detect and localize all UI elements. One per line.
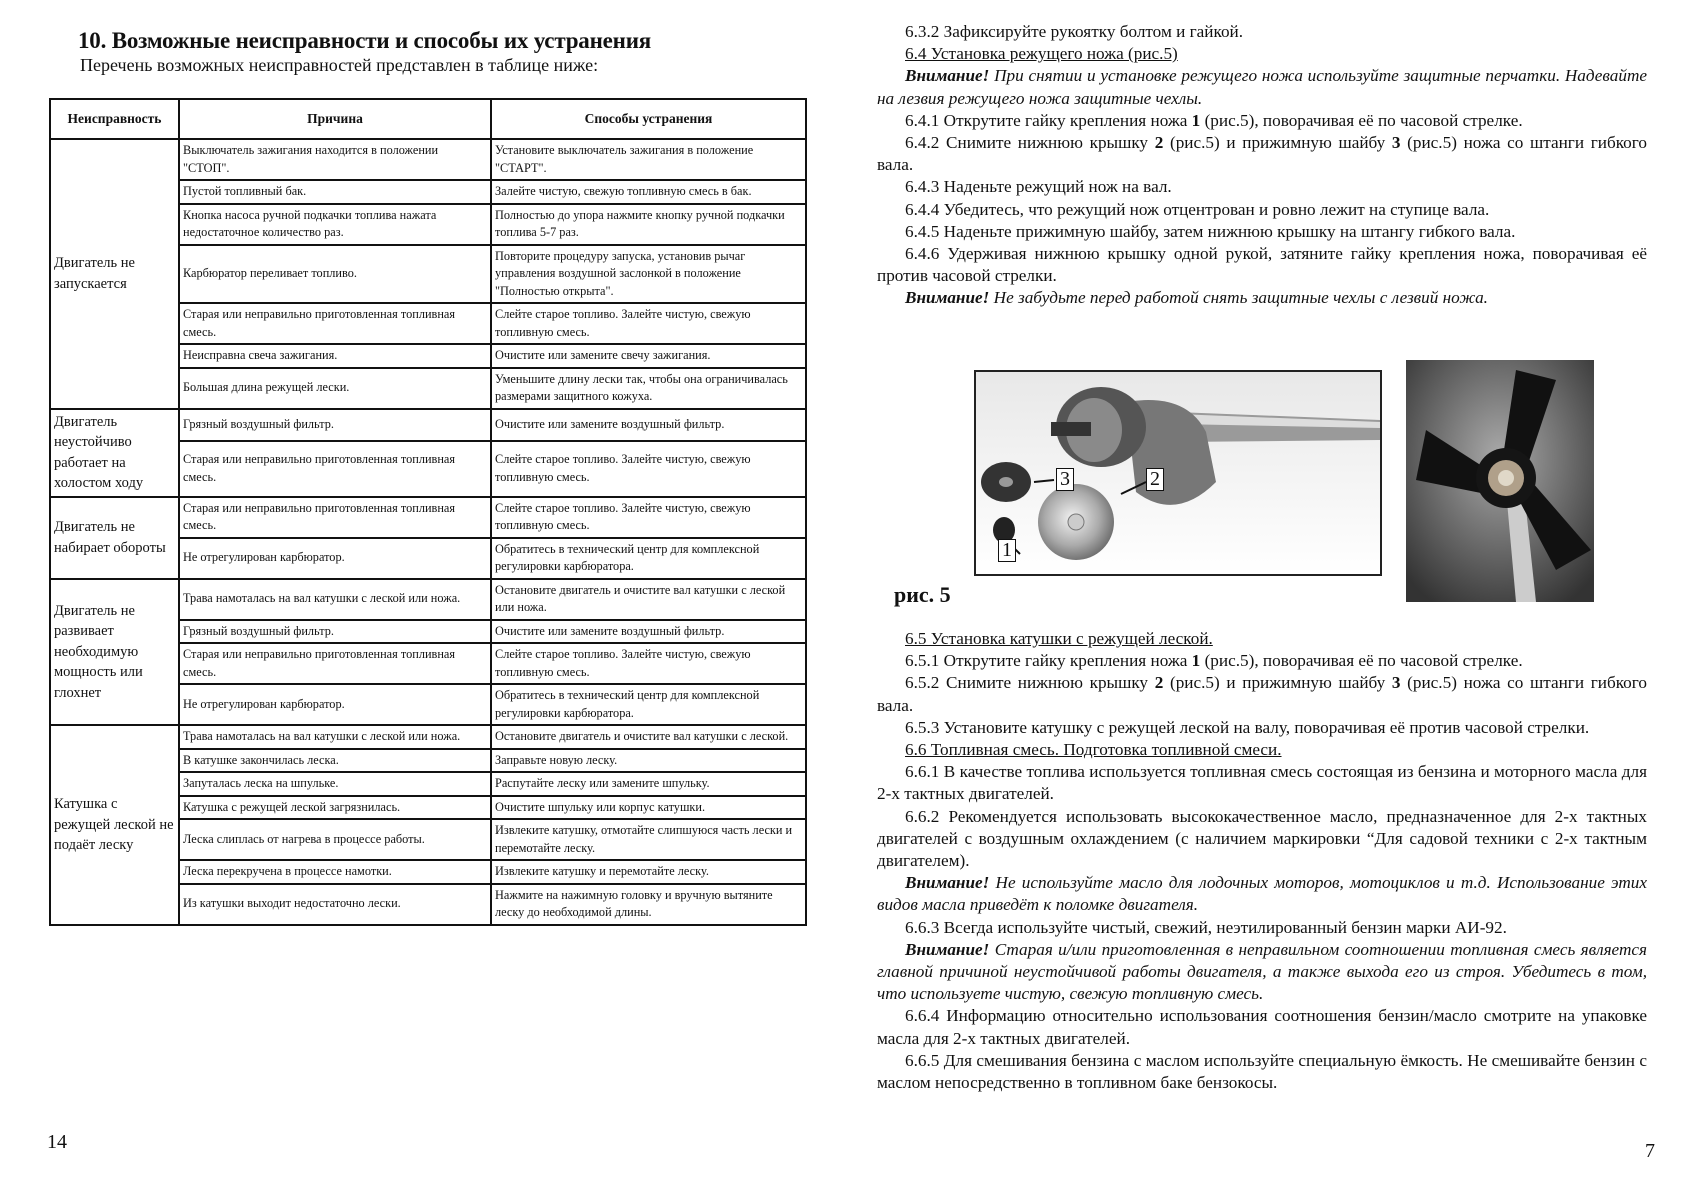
paragraph (877, 110, 1647, 132)
text-run: Не забудьте перед работой снять защитные чехлы с лезвий ножа. (989, 288, 1488, 308)
section-heading (877, 43, 1647, 65)
text-run: 6.6.4 Информацию относительно использования соотношения бензин/масло смотрите на упаковке масла для 2-х тактных двигателей. (877, 1006, 1647, 1048)
table-row (50, 409, 806, 441)
text-run: (рис.5), поворачивая её по часовой стрелке. (1200, 651, 1523, 671)
remedy-cell: Распутайте леску или замените шпульку. (491, 772, 806, 796)
page-number-left: 14 (47, 1131, 67, 1153)
part-number: 2 (1154, 133, 1164, 153)
paragraph (877, 176, 1647, 198)
warning-paragraph (877, 65, 1647, 109)
text-run: 6.6.3 Всегда используйте чистый, свежий, неэтилированный бензин марки АИ-92. (905, 917, 1507, 937)
remedy-cell: Обратитесь в технический центр для комплексной регулировки карбюратора. (491, 684, 806, 725)
paragraph (877, 1050, 1647, 1094)
table-row (50, 725, 806, 749)
figure-knife-photo (1406, 360, 1594, 602)
paragraph (877, 672, 1647, 716)
paragraph (877, 806, 1647, 873)
remedy-cell: Слейте старое топливо. Залейте чистую, свежую топливную смесь. (491, 303, 806, 344)
cause-cell: Не отрегулирован карбюратор. (179, 538, 491, 579)
cause-cell: Леска перекручена в процессе намотки. (179, 860, 491, 884)
paragraph (877, 1005, 1647, 1049)
remedy-cell: Очистите или замените воздушный фильтр. (491, 409, 806, 441)
remedy-cell: Залейте чистую, свежую топливную смесь в бак. (491, 180, 806, 204)
remedy-cell: Установите выключатель зажигания в положение "СТАРТ". (491, 139, 806, 180)
cause-cell: Грязный воздушный фильтр. (179, 620, 491, 644)
text-block-top (877, 21, 1647, 310)
part-number: 3 (1391, 133, 1401, 153)
text-run: (рис.5) ножа со штанги гибкого вала. (877, 133, 1647, 175)
cause-cell: Старая или неправильно приготовленная топливная смесь. (179, 303, 491, 344)
cause-cell: Кнопка насоса ручной подкачки топлива нажата недостаточное количество раз. (179, 204, 491, 245)
table-header-row (50, 99, 806, 139)
cause-cell: Не отрегулирован карбюратор. (179, 684, 491, 725)
text-block-bottom (877, 628, 1647, 1094)
warning-label: Внимание! (905, 66, 990, 86)
figure-label-3: 3 (1056, 468, 1074, 491)
remedy-cell: Очистите или замените свечу зажигания. (491, 344, 806, 368)
section-heading (877, 739, 1647, 761)
remedy-cell: Нажмите на нажимную головку и вручную вытяните леску до необходимой длины. (491, 884, 806, 925)
part-number: 2 (1154, 673, 1164, 693)
fault-cell: Двигатель не набирает обороты (50, 497, 179, 579)
cause-cell: Катушка с режущей леской загрязнилась. (179, 796, 491, 820)
paragraph (877, 21, 1647, 43)
section-title: 10. Возможные неисправности и способы их устранения (78, 28, 651, 53)
text-run: 6.4.3 Наденьте режущий нож на вал. (905, 177, 1172, 197)
text-run: 6.6.2 Рекомендуется использовать высококачественное масло, предназначенное для 2-х тактных двигателей с воздушным охлаждением (с наличием маркировки “Для садовой техники с 2-х тактным двигателем). (877, 806, 1647, 871)
cause-cell: Старая или неправильно приготовленная топливная смесь. (179, 497, 491, 538)
remedy-cell: Очистите шпульку или корпус катушки. (491, 796, 806, 820)
paragraph (877, 132, 1647, 176)
part-number: 1 (1191, 110, 1201, 130)
text-run: 6.4.5 Наденьте прижимную шайбу, затем нижнюю крышку на штангу гибкого вала. (905, 221, 1516, 241)
section-subtitle: Перечень возможных неисправностей представлен в таблице ниже: (80, 55, 599, 75)
fault-cell: Двигатель не развивает необходимую мощность или глохнет (50, 579, 179, 726)
three-blade-knife-illustration (1406, 360, 1594, 602)
part-number: 3 (1391, 673, 1401, 693)
figure-caption: рис. 5 (894, 582, 951, 607)
fault-cell: Двигатель не запускается (50, 139, 179, 409)
warning-paragraph (877, 872, 1647, 916)
troubleshooting-table (49, 98, 807, 926)
cause-cell: Запуталась леска на шпульке. (179, 772, 491, 796)
text-run: 6.3.2 Зафиксируйте рукоятку болтом и гайкой. (905, 22, 1244, 41)
paragraph (877, 917, 1647, 939)
cause-cell: Неисправна свеча зажигания. (179, 344, 491, 368)
text-run: (рис.5) и прижимную шайбу (1163, 133, 1392, 153)
figure-label-2: 2 (1146, 468, 1164, 491)
cause-cell: Выключатель зажигания находится в положении "СТОП". (179, 139, 491, 180)
remedy-cell: Полностью до упора нажмите кнопку ручной подкачки топлива 5-7 раз. (491, 204, 806, 245)
table-row (50, 497, 806, 538)
paragraph (877, 650, 1647, 672)
cause-cell: Пустой топливный бак. (179, 180, 491, 204)
header-fault: Неисправность (50, 99, 179, 139)
table-row (50, 579, 806, 620)
remedy-cell: Обратитесь в технический центр для комплексной регулировки карбюратора. (491, 538, 806, 579)
fault-cell: Катушка с режущей леской не подаёт леску (50, 725, 179, 925)
text-run: 6.5.1 Открутите гайку крепления ножа (905, 651, 1192, 671)
paragraph (877, 199, 1647, 221)
cause-cell: Большая длина режущей лески. (179, 368, 491, 409)
text-run: 6.6.5 Для смешивания бензина с маслом используйте специальную ёмкость. Не смешивайте бензин с маслом непосредственно в топливном баке бензокосы. (877, 1050, 1647, 1093)
cause-cell: Грязный воздушный фильтр. (179, 409, 491, 441)
text-run: 6.4.1 Открутите гайку крепления ножа (905, 110, 1192, 130)
text-run: 6.4.4 Убедитесь, что режущий нож отцентрован и ровно лежит на ступице вала. (905, 199, 1490, 219)
warning-paragraph (877, 287, 1647, 309)
cause-cell: Из катушки выходит недостаточно лески. (179, 884, 491, 925)
remedy-cell: Слейте старое топливо. Залейте чистую, свежую топливную смесь. (491, 643, 806, 684)
cause-cell: Трава намоталась на вал катушки с леской или ножа. (179, 725, 491, 749)
text-run: 6.5 Установка катушки с режущей леской. (905, 629, 1213, 648)
text-run: 6.4.6 Удерживая нижнюю крышку одной рукой, затяните гайку крепления ножа, поворачивая её против часовой стрелки. (877, 244, 1647, 286)
paragraph (877, 243, 1647, 287)
remedy-cell: Уменьшите длину лески так, чтобы она ограничивалась размерами защитного кожуха. (491, 368, 806, 409)
paragraph (877, 761, 1647, 805)
remedy-cell: Остановите двигатель и очистите вал катушки с леской. (491, 725, 806, 749)
warning-paragraph (877, 939, 1647, 1006)
paragraph (877, 717, 1647, 739)
page-number-right: 7 (1645, 1140, 1655, 1162)
cause-cell: Старая или неправильно приготовленная топливная смесь. (179, 643, 491, 684)
part-number: 1 (1191, 651, 1201, 671)
cause-cell: Леска слиплась от нагрева в процессе работы. (179, 819, 491, 860)
text-run: (рис.5), поворачивая её по часовой стрелке. (1200, 110, 1523, 130)
text-run: 6.4.2 Снимите нижнюю крышку (905, 133, 1155, 153)
remedy-cell: Слейте старое топливо. Залейте чистую, свежую топливную смесь. (491, 497, 806, 538)
remedy-cell: Очистите или замените воздушный фильтр. (491, 620, 806, 644)
paragraph (877, 221, 1647, 243)
text-run: (рис.5) ножа со штанги гибкого вала. (877, 673, 1647, 715)
text-run: При снятии и установке режущего ножа используйте защитные перчатки. Надевайте на лезвия режущего ножа защитные чехлы. (877, 66, 1647, 108)
header-cause: Причина (179, 99, 491, 139)
section-heading (877, 628, 1647, 650)
remedy-cell: Повторите процедуру запуска, установив рычаг управления воздушной заслонкой в положение "Полностью открыта". (491, 245, 806, 304)
warning-label: Внимание! (905, 873, 990, 893)
text-run: 6.5.2 Снимите нижнюю крышку (905, 673, 1155, 693)
warning-label: Внимание! (905, 288, 990, 308)
text-run: (рис.5) и прижимную шайбу (1163, 673, 1392, 693)
text-run: Не используйте масло для лодочных моторов, мотоциклов и т.д. Использование этих видов масла приведёт к поломке двигателя. (877, 873, 1647, 915)
figure-label-1: 1 (998, 539, 1016, 562)
text-run: 6.6 Топливная смесь. Подготовка топливной смеси. (905, 740, 1282, 760)
remedy-cell: Заправьте новую леску. (491, 749, 806, 773)
trimmer-head-illustration (976, 372, 1380, 574)
remedy-cell: Остановите двигатель и очистите вал катушки с леской или ножа. (491, 579, 806, 620)
cause-cell: Трава намоталась на вал катушки с леской или ножа. (179, 579, 491, 620)
remedy-cell: Извлеките катушку и перемотайте леску. (491, 860, 806, 884)
cause-cell: В катушке закончилась леска. (179, 749, 491, 773)
cause-cell: Карбюратор переливает топливо. (179, 245, 491, 304)
table-row (50, 139, 806, 180)
cause-cell: Старая или неправильно приготовленная топливная смесь. (179, 441, 491, 497)
remedy-cell: Слейте старое топливо. Залейте чистую, свежую топливную смесь. (491, 441, 806, 497)
text-run: 6.5.3 Установите катушку с режущей леской на валу, поворачивая её против часовой стрелки. (905, 717, 1590, 737)
text-run: Старая и/или приготовленная в неправильном соотношении топливная смесь является главной причиной неустойчивой работы двигателя, а также выхода его из строя. Убедитесь в том, что используете чистую, свежую топливную смесь. (877, 939, 1647, 1004)
fault-cell: Двигатель неустойчиво работает на холостом ходу (50, 409, 179, 497)
header-remedy: Способы устранения (491, 99, 806, 139)
warning-label: Внимание! (905, 939, 990, 959)
text-run: 6.4 Установка режущего ножа (рис.5) (905, 44, 1178, 64)
text-run: 6.6.1 В качестве топлива используется топливная смесь состоящая из бензина и моторного масла для 2-х тактных двигателей. (877, 762, 1647, 804)
remedy-cell: Извлеките катушку, отмотайте слипшуюся часть лески и перемотайте леску. (491, 819, 806, 860)
figure-knife-assembly-photo (974, 370, 1382, 576)
